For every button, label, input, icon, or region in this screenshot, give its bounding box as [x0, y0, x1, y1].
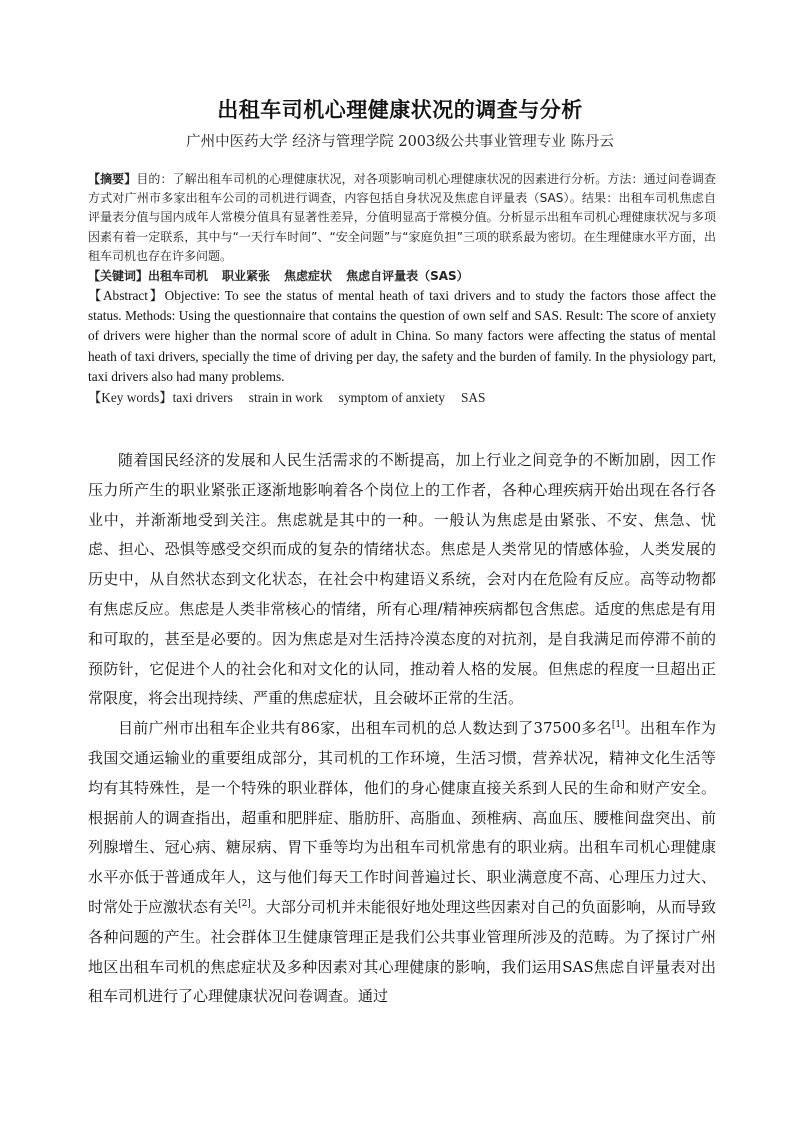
body-paragraph-2-part-b: 。出租车作为我国交通运输业的重要组成部分，其司机的工作环境，生活习惯，营养状况，精神文化生活等均有其特殊性，是一个特殊的职业群体，他们的身心健康直接关系到人民的生命和财产安全。根据前人的调查指出，超重和肥胖症、脂肪肝、高脂血、颈椎病、高血压、腰椎间盘突出、前列腺增生、冠心病、糖尿病、胃下垂等均为出租车司机常患有的职业病。出租车司机心理健康水平亦低于普通成年人，这与他们每天工作时间普遍过长、职业满意度不高、心理压力过大、时常处于应激状态有关 — [88, 719, 716, 916]
author-affiliation: 广州中医药大学 经济与管理学院 2003级公共事业管理专业 陈丹云 — [186, 134, 614, 150]
keywords-cn — [88, 266, 716, 286]
body-paragraph-1: 随着国民经济的发展和人民生活需求的不断提高，加上行业之间竞争的不断加剧，因工作压力所产生的职业紧张正逐渐地影响着各个岗位上的工作者，各种心理疾病开始出现在各行各业中，并渐渐地受到关注。焦虑就是其中的一种。一般认为焦虑是由紧张、不安、焦急、忧虑、担心、恐惧等感受交织而成的复杂的情绪状态。焦虑是人类常见的情感体验，人类发展的历史中，从自然状态到文化状态，在社会中构建语义系统，会对内在危险有反应。高等动物都有焦虑反应。焦虑是人类非常核心的情绪，所有心理/精神疾病都包含焦虑。适度的焦虑是有用和可取的，甚至是必要的。因为焦虑是对生活持冷漠态度的对抗剂，是自我满足而停滞不前的预防针，它促进个人的社会化和对文化的认同，推动着人格的发展。但焦虑的程度一旦超出正常限度，将会出现持续、严重的焦虑症状，且会破坏正常的生活。 — [88, 451, 716, 708]
abstract-cn-tag: 【摘要】 — [88, 172, 137, 186]
keywords-cn-tag: 【关键词】 — [88, 269, 149, 284]
keyword-en-item: SAS — [461, 390, 486, 406]
body-text — [88, 446, 716, 1012]
abstract-en — [88, 286, 716, 387]
abstract-section — [88, 170, 716, 409]
abstract-en-tag: 【Abstract】 — [88, 288, 165, 304]
body-paragraph-2-part-c: 。大部分司机并未能很好地处理这些因素对自己的负面影响，从而导致各种问题的产生。社会群体卫生健康管理正是我们公共事业管理所涉及的范畴。为了探讨广州地区出租车司机的焦虑症状及多种因素对其心理健康的影响，我们运用SAS焦虑自评量表对出租车司机进行了心理健康状况问卷调查。通过 — [88, 897, 716, 1006]
citation-ref-1: [1] — [611, 720, 625, 731]
paper-title: 出租车司机心理健康状况的调查与分析 — [217, 98, 583, 122]
body-paragraph-2 — [88, 714, 716, 1012]
keyword-cn-item: 焦虑症状 — [284, 269, 333, 284]
keyword-cn-item: 焦虑自评量表（SAS） — [346, 269, 469, 284]
keywords-en — [88, 387, 716, 409]
keyword-en-item: taxi drivers — [172, 390, 233, 406]
keywords-en-tag: 【Key words】 — [88, 390, 173, 406]
keyword-cn-item: 出租车司机 — [148, 269, 209, 284]
abstract-en-text: Objective: To see the status of mental heath of taxi drivers and to study the factors those affect the status. Methods: Using the questionnaire that contains the question of own self and SAS. Result: The score of anxiety of drivers were higher than the normal score of adult in China. So many factors were affecting the status of mental heath of taxi drivers, specially the time of driving per day, the safety and the burden of family. In the physiology part, taxi drivers also had many problems. — [88, 288, 717, 384]
keyword-en-item: strain in work — [248, 390, 323, 406]
body-paragraph-2-part-a: 目前广州市出租车企业共有86家，出租车司机的总人数达到了37500多名 — [118, 719, 612, 738]
abstract-cn — [88, 170, 716, 266]
keyword-en-item: symptom of anxiety — [338, 390, 446, 406]
citation-ref-2: [2] — [238, 898, 251, 909]
keyword-cn-item: 职业紧张 — [222, 269, 271, 284]
abstract-cn-text: 目的：了解出租车司机的心理健康状况，对各项影响司机心理健康状况的因素进行分析。方法：通过问卷调查方式对广州市多家出租车公司的司机进行调查，内容包括自身状况及焦虑自评量表（SAS）。结果：出租车司机焦虑自评量表分值与国内成年人常模分值具有显著性差异，分值明显高于常模分值。分析显示出租车司机心理健康状况与多项因素有着一定联系，其中与“一天行车时间”、“安全问题”与“家庭负担”三项的联系最为密切。在生理健康水平方面，出租车司机也存在许多问题。 — [88, 172, 716, 263]
